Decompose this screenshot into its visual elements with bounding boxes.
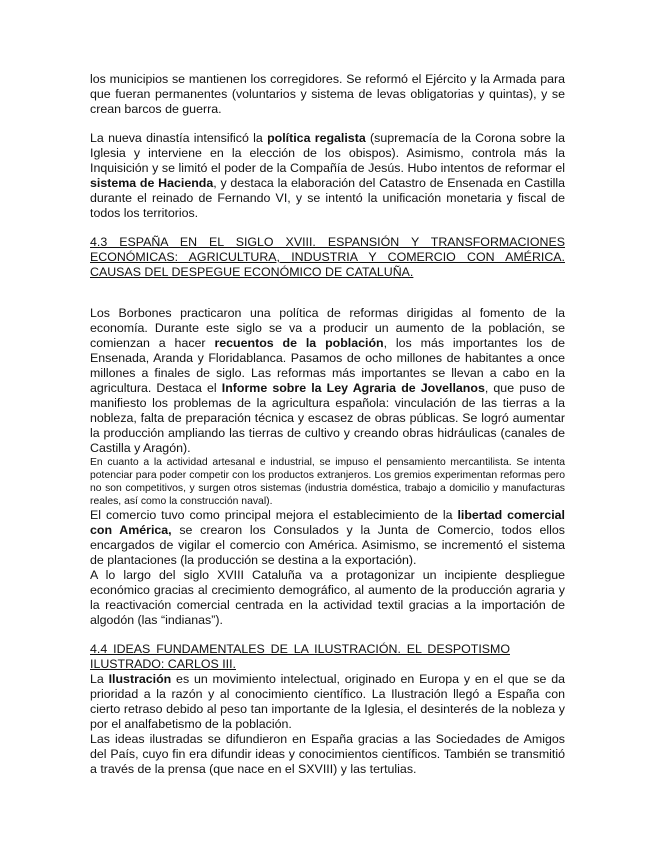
paragraph-reforms: los municipios se mantienen los corregidores. Se reformó el Ejército y la Armada para que fueran permanentes (voluntarios y sistema de levas obligatorias y quintas), y se crean barcos de guerra. (90, 72, 565, 116)
section-heading-4-4: 4.4 IDEAS FUNDAMENTALES DE LA ILUSTRACIÓN. EL DESPOTISMO ILUSTRADO: CARLOS III. (90, 642, 510, 671)
bold-term: política regalista (267, 131, 366, 145)
paragraph-industry: En cuanto a la actividad artesanal e industrial, se impuso el pensamiento mercantilista. Se intenta potenciar para poder competir con los productos extranjeros. Los gremios experimentan reformas pero no son competitivos, y surgen otros sistemas (industria doméstica, trabajo a domicilio y manufacturas reales, así como la construcción naval). (90, 457, 565, 507)
bold-term: libertad comercial con América, (90, 508, 565, 537)
paragraph-commerce: El comercio tuvo como principal mejora el establecimiento de la libertad comercial con América, se crearon los Consulados y la Junta de Comercio, todos ellos encargados de vigilar el comercio con América. Asimismo, se incrementó el sistema de plantaciones (la producción se destina a la exportación). (90, 508, 565, 567)
section-heading-4-3: 4.3 ESPAÑA EN EL SIGLO XVIII. ESPANSIÓN Y TRANSFORMACIONES ECONÓMICAS: AGRICULTURA, INDUSTRIA Y COMERCIO CON AMÉRICA. CAUSAS DEL DESPEGUE ECONÓMICO DE CATALUÑA. (90, 235, 565, 279)
paragraph-enlightenment: La Ilustración es un movimiento intelectual, originado en Europa y en el que se da prioridad a la razón y al conocimiento científico. La Ilustración llegó a España con cierto retraso debido al peso tan importante de la Iglesia, el desinterés de la nobleza y por el analfabetismo de la población. (90, 672, 565, 731)
paragraph-catalonia: A lo largo del siglo XVIII Cataluña va a protagonizar un incipiente despliegue económico gracias al crecimiento demográfico, al aumento de la producción agraria y la reactivación comercial centrada en la actividad textil gracias a la importación de algodón (las “indianas”). (90, 568, 565, 627)
paragraph-regalism: La nueva dinastía intensificó la política regalista (supremacía de la Corona sobre la Iglesia y interviene en la elección de los obispos). Asimismo, controla más la Inquisición y se limitó el poder de la Compañía de Jesús. Hubo intentos de reformar el sistema de Hacienda, y destaca la elaboración del Catastro de Ensenada en Castilla durante el reinado de Fernando VI, y se intentó la unificación monetaria y fiscal de todos los territorios. (90, 131, 565, 220)
bold-term: Informe sobre la Ley Agraria de Jovellanos (221, 381, 485, 395)
paragraph-diffusion: Las ideas ilustradas se difundieron en España gracias a las Sociedades de Amigos del País, cuyo fin era difundir ideas y conocimientos científicos. También se transmitió a través de la prensa (que nace en el SXVIII) y las tertulias. (90, 732, 565, 776)
document-page (90, 72, 565, 777)
bold-term: sistema de Hacienda (90, 176, 214, 190)
bold-term: Ilustración (108, 672, 172, 686)
bold-term: recuentos de la población (214, 336, 384, 350)
paragraph-economy: Los Borbones practicaron una política de reformas dirigidas al fomento de la economía. Durante este siglo se va a producir un aumento de la población, se comienzan a hacer recuentos de la población, los más importantes los de Ensenada, Aranda y Floridablanca. Pasamos de ocho millones de habitantes a once millones a finales de siglo. Las reformas más importantes se llevan a cabo en la agricultura. Destaca el Informe sobre la Ley Agraria de Jovellanos, que puso de manifiesto los problemas de la agricultura española: vinculación de las tierras a la nobleza, falta de preparación técnica y escasez de obras públicas. Se logró aumentar la producción ampliando las tierras de cultivo y creando obras hidráulicas (canales de Castilla y Aragón). (90, 306, 566, 455)
